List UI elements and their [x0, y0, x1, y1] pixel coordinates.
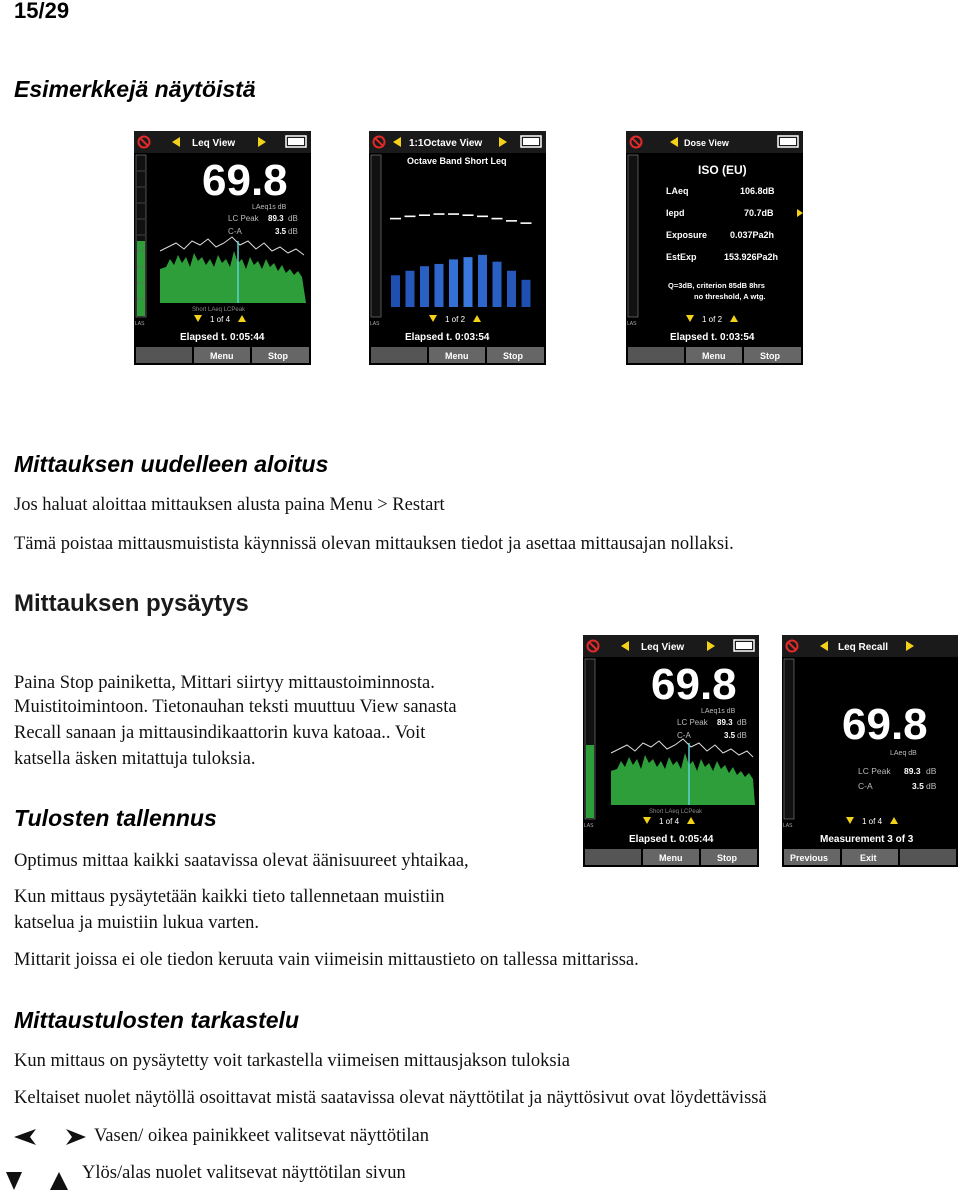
- stop-line-4: katsella äsken mitattuja tuloksia.: [14, 749, 256, 769]
- lc-peak-value: 89.3: [268, 214, 284, 223]
- octave-band-bar: [391, 275, 400, 307]
- lc-peak-value: 89.3: [717, 718, 733, 727]
- unit-label: LAeq1s dB: [701, 708, 736, 715]
- screen-title: Dose View: [684, 138, 729, 148]
- up-arrow-icon: [730, 315, 738, 322]
- leq-view-screen-2: [583, 635, 759, 867]
- page-indicator: 1 of 4: [862, 817, 883, 826]
- up-arrow-icon: [238, 315, 246, 322]
- octave-view-screen: [369, 131, 546, 365]
- scale-label-las: LAS: [135, 321, 145, 327]
- scale-label-las: LAS: [627, 321, 637, 327]
- page-number: 15/29: [14, 0, 70, 23]
- up-arrow-icon: [687, 817, 695, 824]
- dose-row-label: EstExp: [666, 252, 697, 262]
- examples-heading: Esimerkkejä näytöistä: [14, 76, 256, 102]
- ca-unit: dB: [926, 781, 937, 791]
- big-value: 69.8: [202, 156, 288, 205]
- left-right-text: Vasen/ oikea painikkeet valitsevat näyttötilan: [94, 1126, 429, 1146]
- stop-button-label: Stop: [268, 351, 288, 361]
- octave-band-bar: [478, 255, 487, 307]
- elapsed-time: Elapsed t. 0:05:44: [629, 834, 714, 845]
- dose-view-screen: [626, 131, 803, 365]
- ca-label: C-A: [858, 781, 873, 791]
- dose-row-value: 106.8dB: [740, 186, 775, 196]
- previous-button-label: Previous: [790, 853, 829, 863]
- right-arrow-icon: [66, 1129, 86, 1145]
- down-arrow-icon: [429, 315, 437, 322]
- octave-band-bar: [522, 280, 531, 307]
- saving-line-3: katselua ja muistiin lukua varten.: [14, 913, 260, 933]
- menu-button-label: Menu: [445, 351, 469, 361]
- down-arrow-icon: [686, 315, 694, 322]
- dose-row-label: Iepd: [666, 208, 685, 218]
- exit-button-label: Exit: [860, 853, 877, 863]
- lc-peak-unit: dB: [288, 214, 298, 223]
- stop-line-2: Muistitoimintoon. Tietonauhan teksti muuttuu View sanasta: [14, 697, 457, 717]
- scale-label-las: LAS: [370, 321, 380, 327]
- dose-row-value: 0.037Pa2h: [730, 230, 775, 240]
- ca-value: 3.5: [275, 227, 287, 236]
- dose-row-label: Exposure: [666, 230, 708, 240]
- ca-value: 3.5: [912, 781, 924, 791]
- screen-subtitle: Octave Band Short Leq: [407, 156, 507, 166]
- scale-label-las: LAS: [584, 823, 594, 829]
- stop-line-1: Paina Stop painiketta, Mittari siirtyy mittaustoiminnosta.: [14, 673, 435, 693]
- dose-row-value: 70.7dB: [744, 208, 774, 218]
- saving-line-4: Mittarit joissa ei ole tiedon keruuta vain viimeisin mittaustieto on tallessa mittarissa.: [14, 950, 639, 970]
- ca-unit: dB: [288, 227, 298, 236]
- lc-peak-label: LC Peak: [228, 214, 259, 223]
- scale-label-las: LAS: [783, 823, 793, 829]
- lc-peak-graph: [611, 739, 753, 757]
- dose-view-graphic: [626, 131, 803, 365]
- left-right-arrows: [14, 1128, 90, 1146]
- lc-peak-unit: dB: [737, 718, 747, 727]
- big-value: 69.8: [651, 660, 737, 709]
- lc-peak-label: LC Peak: [677, 718, 708, 727]
- up-arrow-icon: [473, 315, 481, 322]
- ca-label: C-A: [677, 731, 691, 740]
- ca-value: 3.5: [724, 731, 736, 740]
- left-arrow-icon: [14, 1129, 36, 1145]
- page-indicator: 1 of 2: [702, 315, 723, 324]
- restart-line-1: Jos haluat aloittaa mittauksen alusta paina Menu > Restart: [14, 495, 445, 515]
- elapsed-time: Elapsed t. 0:03:54: [405, 332, 490, 343]
- octave-bands: [390, 214, 532, 307]
- legend: Short LAeq LCPeak: [192, 307, 246, 313]
- page-indicator: 1 of 4: [659, 817, 680, 826]
- stop-button-label: Stop: [760, 351, 780, 361]
- short-laeq-graph: [160, 251, 306, 303]
- stop-button-label: Stop: [717, 853, 737, 863]
- page-indicator: 1 of 2: [445, 315, 466, 324]
- unit-label: LAeq dB: [890, 750, 917, 757]
- measurement-indicator: Measurement 3 of 3: [820, 834, 914, 845]
- octave-band-bar: [507, 271, 516, 307]
- octave-band-bar: [493, 262, 502, 307]
- lc-peak-value: 89.3: [904, 766, 921, 776]
- screen-title: Leq View: [641, 642, 685, 653]
- review-heading: Mittaustulosten tarkastelu: [14, 1007, 299, 1033]
- leq-recall-screen: [782, 635, 958, 867]
- right-arrow-icon: [797, 209, 803, 217]
- review-line-1: Kun mittaus on pysäytetty voit tarkastella viimeisen mittausjakson tuloksia: [14, 1051, 570, 1071]
- octave-band-bar: [406, 271, 415, 307]
- standard-label: ISO (EU): [698, 163, 747, 177]
- octave-band-bar: [435, 264, 444, 307]
- stop-line-3: Recall sanaan ja mittausindikaattorin kuva katoaa.. Voit: [14, 723, 426, 743]
- up-down-text: Ylös/alas nuolet valitsevat näyttötilan sivun: [82, 1163, 406, 1183]
- ca-label: C-A: [228, 227, 242, 236]
- leq-view-graphic-2: [583, 635, 759, 867]
- menu-button-label: Menu: [659, 853, 683, 863]
- saving-line-1: Optimus mittaa kaikki saatavissa olevat äänisuureet yhtaikaa,: [14, 851, 469, 871]
- menu-button-label: Menu: [210, 351, 234, 361]
- screen-title: Leq Recall: [838, 642, 889, 653]
- saving-line-2: Kun mittaus pysäytetään kaikki tieto tallennetaan muistiin: [14, 887, 445, 907]
- lc-peak-graph: [160, 237, 304, 255]
- legend: Short LAeq LCPeak: [649, 809, 703, 815]
- up-arrow-icon: [890, 817, 898, 824]
- leq-recall-graphic: [782, 635, 958, 867]
- leq-view-screen: [134, 131, 311, 365]
- elapsed-time: Elapsed t. 0:05:44: [180, 332, 265, 343]
- menu-button-label: Menu: [702, 351, 726, 361]
- elapsed-time: Elapsed t. 0:03:54: [670, 332, 755, 343]
- unit-label: LAeq1s dB: [252, 204, 287, 211]
- octave-view-graphic: [369, 131, 546, 365]
- lc-peak-label: LC Peak: [858, 766, 891, 776]
- restart-line-2: Tämä poistaa mittausmuistista käynnissä olevan mittauksen tiedot ja asettaa mittausajan nollaksi.: [14, 534, 734, 554]
- big-value: 69.8: [842, 700, 928, 749]
- octave-band-bar: [464, 257, 473, 307]
- octave-band-bar: [449, 259, 458, 307]
- screen-title: Leq View: [192, 138, 236, 149]
- short-laeq-graph: [611, 753, 755, 805]
- restart-heading: Mittauksen uudelleen aloitus: [14, 451, 329, 477]
- up-down-arrows: [6, 1170, 70, 1192]
- dose-row-label: LAeq: [666, 186, 689, 196]
- down-arrow-icon: [643, 817, 651, 824]
- down-arrow-icon: [194, 315, 202, 322]
- up-arrow-icon: [50, 1172, 68, 1190]
- screen-title: 1:1Octave View: [409, 138, 483, 149]
- page-indicator: 1 of 4: [210, 315, 231, 324]
- dose-note: Q=3dB, criterion 85dB 8hrs: [668, 281, 765, 290]
- saving-heading: Tulosten tallennus: [14, 805, 217, 831]
- review-line-2: Keltaiset nuolet näytöllä osoittavat mistä saatavissa olevat näyttötilat ja näyttösivut ovat löydettävissä: [14, 1088, 767, 1108]
- down-arrow-icon: [846, 817, 854, 824]
- stop-heading: Mittauksen pysäytys: [14, 590, 249, 617]
- stop-button-label: Stop: [503, 351, 523, 361]
- dose-row-value: 153.926Pa2h: [724, 252, 779, 262]
- down-arrow-icon: [6, 1172, 22, 1190]
- ca-unit: dB: [737, 731, 747, 740]
- octave-band-bar: [420, 266, 429, 307]
- dose-note: no threshold, A wtg.: [694, 292, 766, 301]
- lc-peak-unit: dB: [926, 766, 937, 776]
- leq-view-graphic: [134, 131, 311, 365]
